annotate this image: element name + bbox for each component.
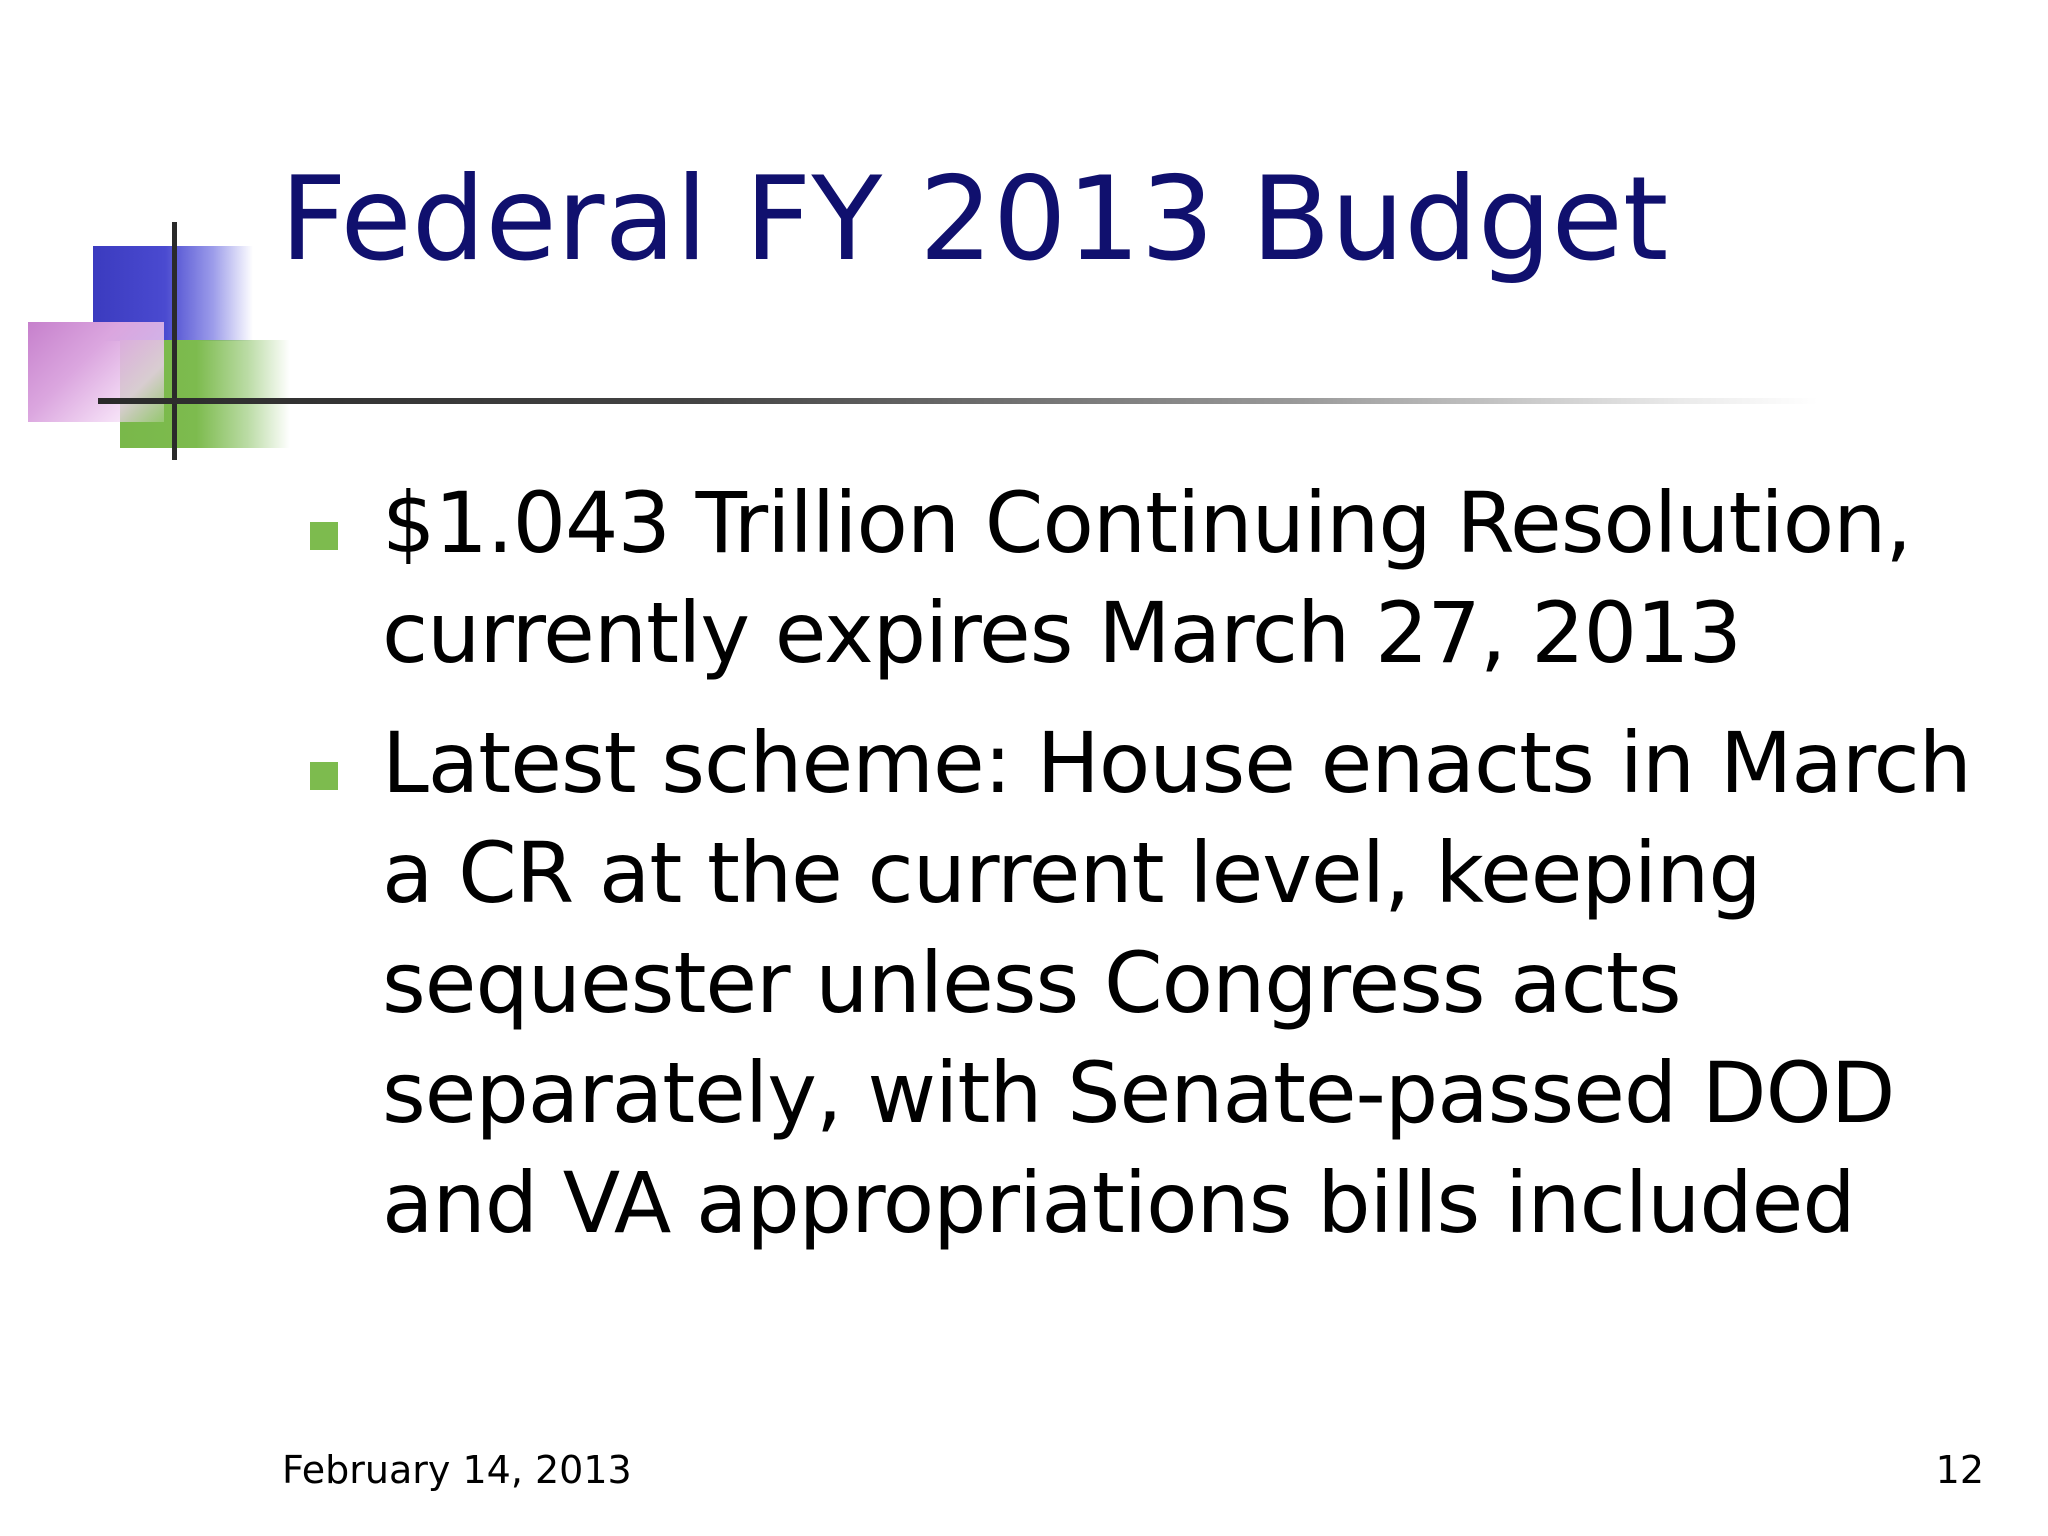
page-number: 12 [1935,1448,1984,1492]
bullet-line: currently expires March 27, 2013 [382,584,1742,682]
bullet-line: a CR at the current level, keeping [382,824,1761,922]
bullet-item-1 [382,468,2002,688]
bullet-marker [310,522,338,550]
bullet-line: sequester unless Congress acts [382,934,1681,1032]
bullet-line: and VA appropriations bills included [382,1154,1855,1252]
bullet-line: Latest scheme: House enacts in March [382,714,1971,812]
bullet-item-2 [382,708,2002,1258]
bullet-line: separately, with Senate-passed DOD [382,1044,1895,1142]
footer-date: February 14, 2013 [282,1448,632,1492]
bullet-marker [310,762,338,790]
slide-title: Federal FY 2013 Budget [280,152,1669,287]
bullet-line: $1.043 Trillion Continuing Resolution, [382,474,1912,572]
